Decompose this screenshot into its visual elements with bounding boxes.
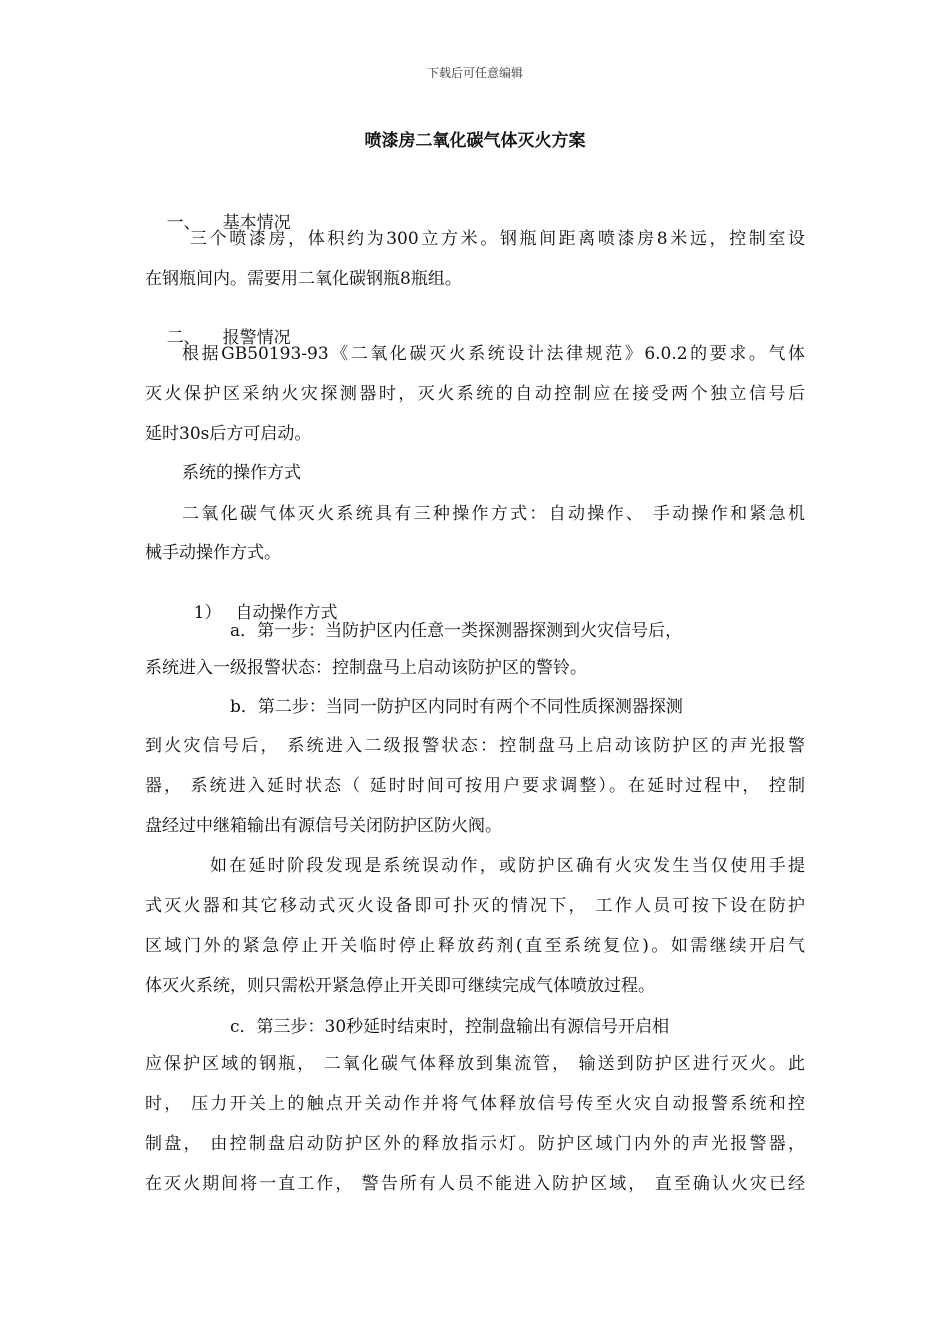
paragraph-line: 盘经过中继箱输出有源信号关闭防护区防火阀。 (145, 816, 502, 836)
section-title: 报警情况 (222, 328, 291, 348)
page-header: 下载后可任意编辑 (426, 66, 523, 80)
paragraph-line: 区域门外的紧急停止开关临时停止释放药剂(直至系统复位)。如需继续开启气 (145, 936, 805, 956)
list-title: 自动操作方式 (235, 603, 338, 623)
paragraph-line: 械手动操作方式。 (145, 543, 281, 563)
paragraph-line: 制盘， 由控制盘启动防护区外的释放指示灯。防护区域门内外的声光报警器， (145, 1134, 805, 1154)
paragraph-line: 到火灾信号后， 系统进入二级报警状态：控制盘马上启动该防护区的声光报警 (145, 736, 805, 756)
section-title: 基本情况 (222, 213, 291, 233)
paragraph-line: 时， 压力开关上的触点开关动作并将气体释放信号传至火灾自动报警系统和控 (145, 1094, 805, 1114)
paragraph-line: a．第一步：当防护区内任意一类探测器探测到火灾信号后， (230, 621, 683, 641)
paragraph-line: b．第二步：当同一防护区内同时有两个不同性质探测器探测 (230, 697, 683, 717)
document-title: 喷漆房二氧化碳气体灭火方案 (364, 131, 586, 151)
paragraph-line: 灭火保护区采纳火灾探测器时，灭火系统的自动控制应在接受两个独立信号后 (145, 384, 805, 404)
paragraph-line: 体灭火系统，则只需松开紧急停止开关即可继续完成气体喷放过程。 (145, 976, 655, 996)
subheading: 系统的操作方式 (182, 463, 301, 483)
paragraph-line: 根据GB50193-93《二氧化碳灭火系统设计法律规范》6.0.2的要求。气体 (182, 344, 805, 364)
paragraph-line: 系统进入一级报警状态：控制盘马上启动该防护区的警铃。 (145, 658, 587, 678)
paragraph-line: 延时30s后方可启动。 (145, 424, 312, 444)
paragraph-line: 应保护区域的钢瓶， 二氧化碳气体释放到集流管， 输送到防护区进行灭火。此 (145, 1054, 805, 1074)
paragraph-line: c．第三步：30秒延时结束时，控制盘输出有源信号开启相 (230, 1017, 670, 1037)
list-number: 1） (193, 603, 222, 623)
section-number: 二、 (166, 328, 201, 348)
paragraph-line: 三个喷漆房，体积约为300立方米。钢瓶间距离喷漆房8米远，控制室设 (190, 229, 805, 249)
paragraph-line: 二氧化碳气体灭火系统具有三种操作方式：自动操作、 手动操作和紧急机 (182, 504, 805, 524)
paragraph-line: 器， 系统进入延时状态（ 延时时间可按用户要求调整）。在延时过程中， 控制 (145, 776, 805, 796)
section-number: 一、 (166, 213, 201, 233)
paragraph-line: 在灭火期间将一直工作， 警告所有人员不能进入防护区域， 直至确认火灾已经 (145, 1174, 805, 1194)
paragraph-line: 在钢瓶间内。需要用二氧化碳钢瓶8瓶组。 (145, 269, 462, 289)
paragraph-line: 如在延时阶段发现是系统误动作，或防护区确有火灾发生当仅使用手提 (210, 856, 805, 876)
paragraph-line: 式灭火器和其它移动式灭火设备即可扑灭的情况下， 工作人员可按下设在防护 (145, 896, 805, 916)
